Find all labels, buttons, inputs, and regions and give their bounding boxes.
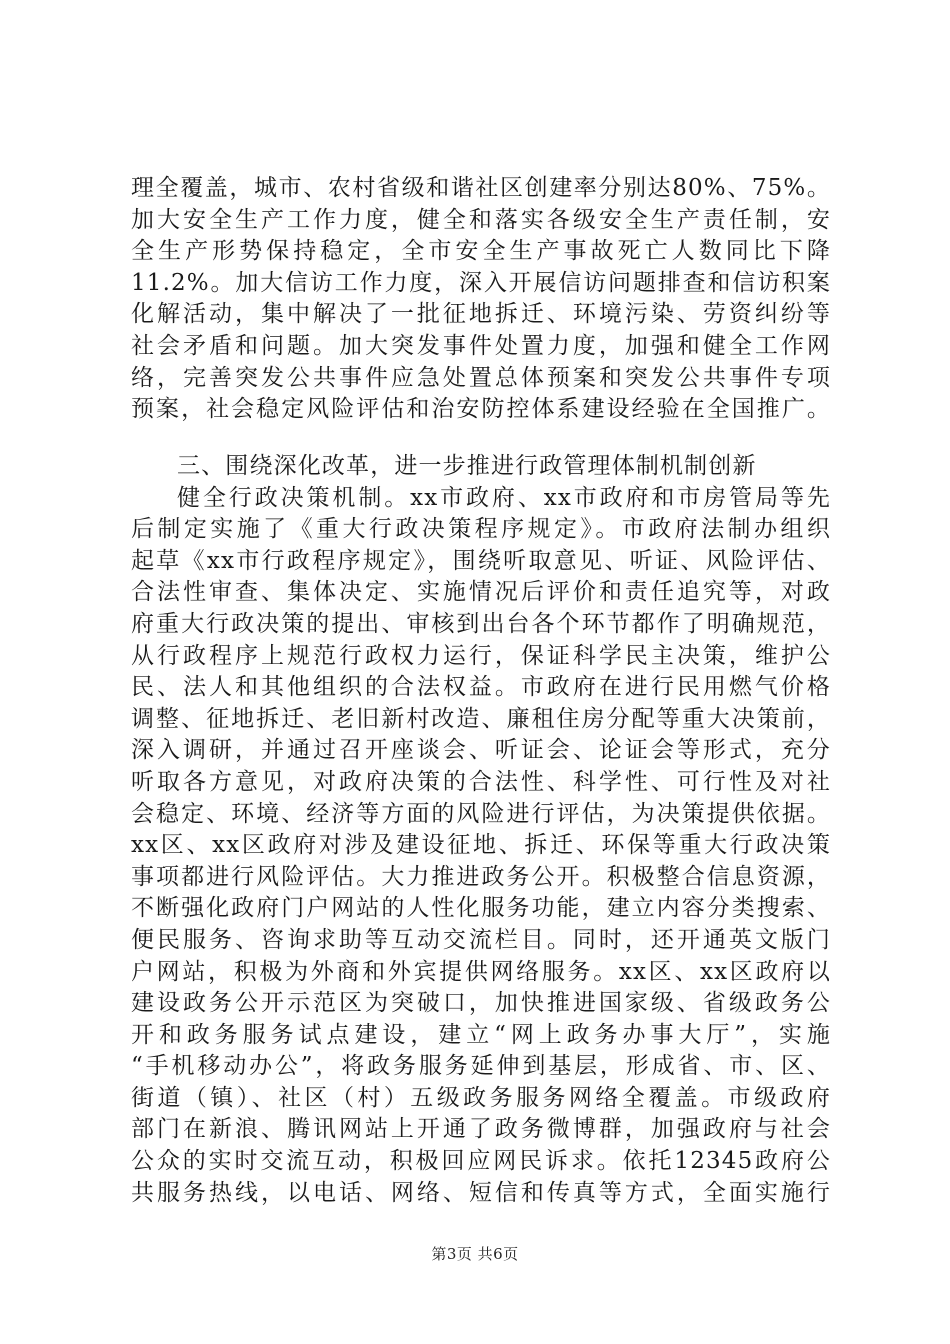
text-line: 全生产形势保持稳定，全市安全生产事故死亡人数同比下降 <box>131 238 831 265</box>
text-line: 部门在新浪、腾讯网站上开通了政务微博群，加强政府与社会 <box>131 1116 831 1143</box>
text-line: 府重大行政决策的提出、审核到出台各个环节都作了明确规范， <box>131 610 831 637</box>
text-line: 建设政务公开示范区为突破口，加快推进国家级、省级政务公 <box>131 990 831 1017</box>
text-line: 调整、征地拆迁、老旧新村改造、廉租住房分配等重大决策前， <box>131 705 831 732</box>
text-line: “手机移动办公”，将政务服务延伸到基层，形成省、市、区、 <box>131 1053 831 1080</box>
text-line: 深入调研，并通过召开座谈会、听证会、论证会等形式，充分 <box>131 737 831 764</box>
text-line: xx区、xx区政府对涉及建设征地、拆迁、环保等重大行政决策 <box>131 832 831 859</box>
text-line: 合法性审查、集体决定、实施情况后评价和责任追究等，对政 <box>131 579 831 606</box>
text-line: 起草《xx市行政程序规定》，围绕听取意见、听证、风险评估、 <box>131 547 831 574</box>
text-line: 会稳定、环境、经济等方面的风险进行评估，为决策提供依据。 <box>131 800 831 827</box>
text-line: 加大安全生产工作力度，健全和落实各级安全生产责任制，安 <box>131 206 831 233</box>
page-number: 第3页 共6页 <box>431 1245 519 1263</box>
section-heading: 三、围绕深化改革，进一步推进行政管理体制机制创新 <box>177 453 757 479</box>
text-line: 社会矛盾和问题。加大突发事件处置力度，加强和健全工作网 <box>131 332 831 359</box>
text-line: 开和政务服务试点建设，建立“网上政务办事大厅”，实施 <box>131 1021 831 1048</box>
text-line: 不断强化政府门户网站的人性化服务功能，建立内容分类搜索、 <box>131 895 831 922</box>
text-line: 络，完善突发公共事件应急处置总体预案和突发公共事件专项 <box>131 364 831 391</box>
text-line: 共服务热线，以电话、网络、短信和传真等方式，全面实施行 <box>131 1179 831 1206</box>
text-line: 公众的实时交流互动，积极回应网民诉求。依托12345政府公 <box>131 1148 831 1175</box>
text-line: 从行政程序上规范行政权力运行，保证科学民主决策，维护公 <box>131 642 831 669</box>
paragraph-continued <box>131 173 831 426</box>
text-line: 后制定实施了《重大行政决策程序规定》。市政府法制办组织 <box>131 516 831 543</box>
text-line: 事项都进行风险评估。大力推进政务公开。积极整合信息资源， <box>131 863 831 890</box>
text-line: 街道（镇）、社区（村）五级政务服务网络全覆盖。市级政府 <box>131 1084 831 1111</box>
text-line: 11.2%。加大信访工作力度，深入开展信访问题排查和信访积案 <box>131 269 831 296</box>
text-line: 健全行政决策机制。xx市政府、xx市政府和市房管局等先 <box>177 484 831 511</box>
text-line: 预案，社会稳定风险评估和治安防控体系建设经验在全国推广。 <box>131 396 831 423</box>
text-line: 化解活动，集中解决了一批征地拆迁、环境污染、劳资纠纷等 <box>131 301 831 328</box>
text-line: 便民服务、咨询求助等互动交流栏目。同时，还开通英文版门 <box>131 926 831 953</box>
text-line: 理全覆盖，城市、农村省级和谐社区创建率分别达80%、75%。 <box>131 175 831 201</box>
section-three <box>131 451 831 1209</box>
text-line: 民、法人和其他组织的合法权益。市政府在进行民用燃气价格 <box>131 674 831 701</box>
text-line: 听取各方意见，对政府决策的合法性、科学性、可行性及对社 <box>131 768 831 795</box>
text-line: 户网站，积极为外商和外宾提供网络服务。xx区、xx区政府以 <box>131 958 831 985</box>
